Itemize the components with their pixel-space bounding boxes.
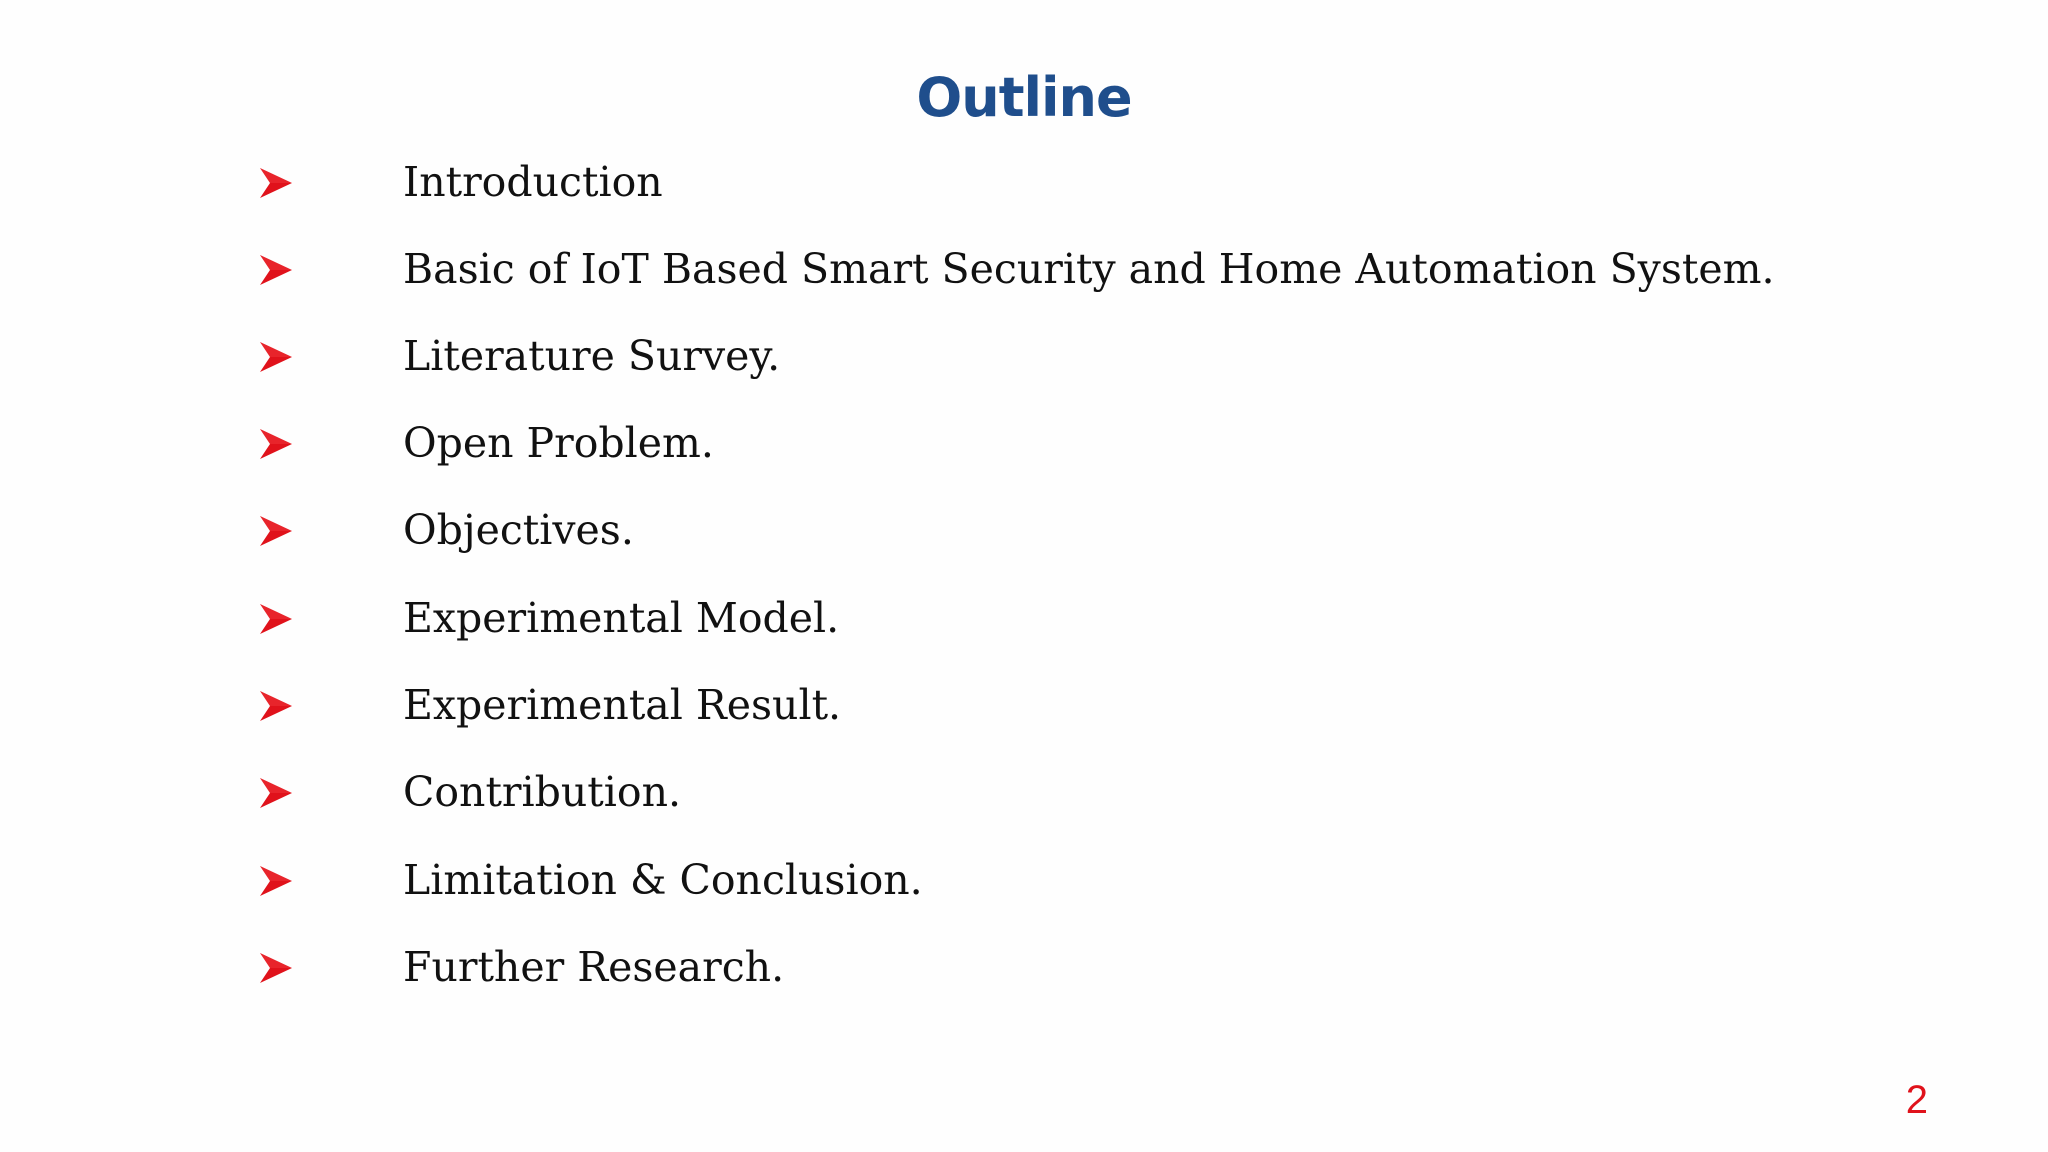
list-item-label: Introduction bbox=[403, 158, 663, 206]
list-item bbox=[0, 413, 2048, 473]
list-item-label: Further Research. bbox=[403, 943, 785, 991]
arrow-bullet-icon bbox=[258, 689, 294, 723]
list-item-label: Contribution. bbox=[403, 768, 682, 816]
list-item-label: Experimental Result. bbox=[403, 681, 842, 729]
list-item bbox=[0, 152, 2048, 212]
page-number: 2 bbox=[1905, 1078, 1928, 1122]
arrow-bullet-icon bbox=[258, 253, 294, 287]
arrow-bullet-icon bbox=[258, 602, 294, 636]
list-item-label: Open Problem. bbox=[403, 419, 714, 467]
list-item bbox=[0, 937, 2048, 997]
list-item-label: Basic of IoT Based Smart Security and Home Automation System. bbox=[403, 245, 1775, 293]
list-item-label: Experimental Model. bbox=[403, 594, 840, 642]
list-item bbox=[0, 239, 2048, 299]
arrow-bullet-icon bbox=[258, 166, 294, 200]
list-item bbox=[0, 675, 2048, 735]
list-item bbox=[0, 326, 2048, 386]
list-item-label: Objectives. bbox=[403, 506, 634, 554]
list-item bbox=[0, 762, 2048, 822]
arrow-bullet-icon bbox=[258, 340, 294, 374]
slide-title: Outline bbox=[916, 66, 1132, 129]
list-item bbox=[0, 850, 2048, 910]
list-item bbox=[0, 588, 2048, 648]
arrow-bullet-icon bbox=[258, 514, 294, 548]
list-item bbox=[0, 500, 2048, 560]
arrow-bullet-icon bbox=[258, 427, 294, 461]
arrow-bullet-icon bbox=[258, 951, 294, 985]
arrow-bullet-icon bbox=[258, 864, 294, 898]
list-item-label: Limitation & Conclusion. bbox=[403, 856, 923, 904]
list-item-label: Literature Survey. bbox=[403, 332, 781, 380]
arrow-bullet-icon bbox=[258, 776, 294, 810]
